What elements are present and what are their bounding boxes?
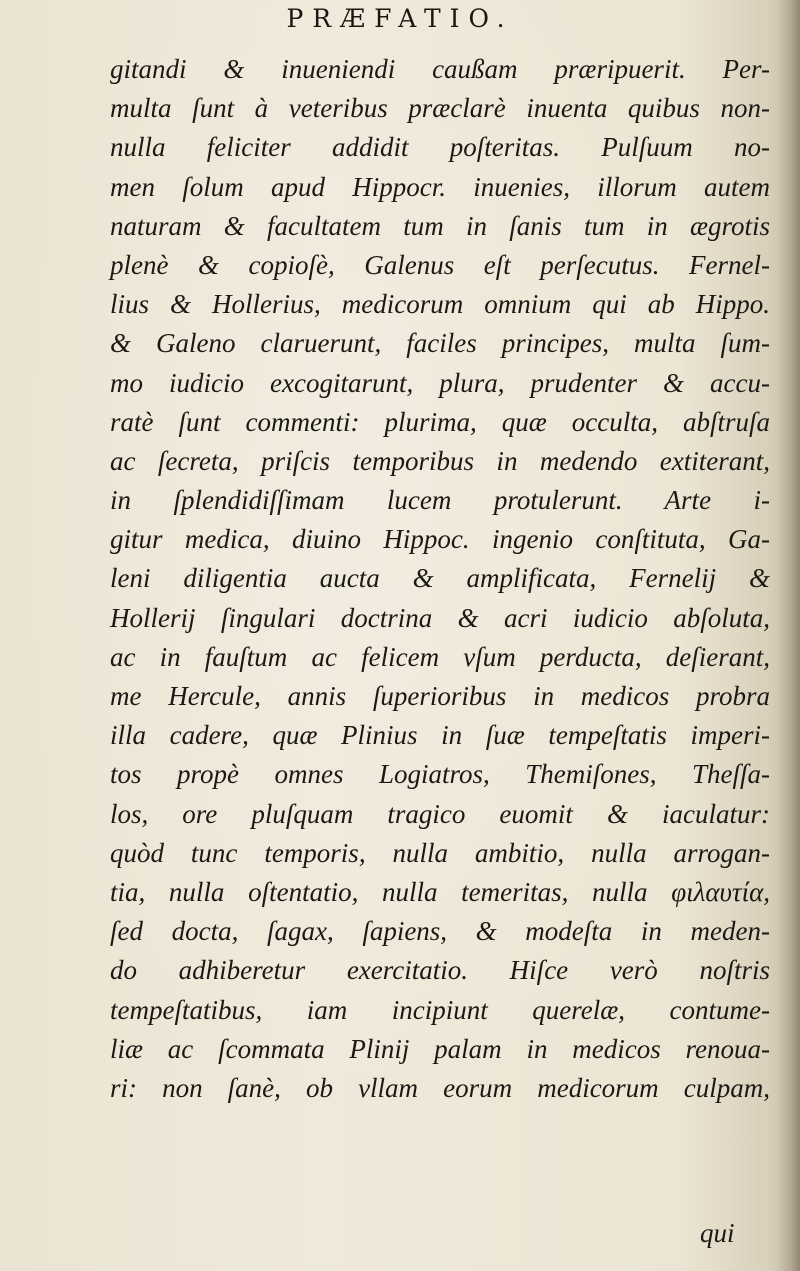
catchword: qui — [700, 1218, 735, 1248]
text-line: men ſolum apud Hippocr. inuenies, illorum autem — [110, 171, 770, 202]
text-line: tempeſtatibus, iam incipiunt querelæ, contume- — [110, 994, 770, 1025]
text-line: do adhiberetur exercitatio. Hiſce verò noſtris — [110, 955, 770, 986]
text-line: ſed docta, ſagax, ſapiens, & modeſta in meden- — [110, 916, 770, 947]
text-line: liæ ac ſcommata Plinij palam in medicos renoua- — [110, 1033, 770, 1064]
text-line: naturam & facultatem tum in ſanis tum in ægrotis — [110, 210, 770, 241]
text-line: plenè & copioſè, Galenus eſt perſecutus. Fernel- — [110, 249, 770, 280]
page-edge-shadow — [778, 0, 800, 1271]
text-line: ac ſecreta, priſcis temporibus in medendo extiterant, — [110, 445, 770, 476]
running-title: PRÆFATIO. — [286, 4, 514, 33]
text-line: nulla feliciter addidit poſteritas. Pulſuum no- — [110, 132, 770, 163]
text-line: gitur medica, diuino Hippoc. ingenio conſtituta, Ga- — [110, 524, 770, 555]
text-line: illa cadere, quæ Plinius in ſuæ tempeſtatis imperi- — [110, 720, 770, 751]
text-line: quòd tunc temporis, nulla ambitio, nulla arrogan- — [110, 837, 770, 868]
text-line: leni diligentia aucta & amplificata, Fernelij & — [110, 563, 770, 594]
text-line: lius & Hollerius, medicorum omnium qui ab Hippo. — [110, 289, 770, 320]
text-line: & Galeno claruerunt, faciles principes, multa ſum- — [110, 328, 770, 359]
text-line: gitandi & inueniendi caußam præripuerit. Per- — [110, 54, 770, 84]
text-line: in ſplendidiſſimam lucem protulerunt. Arte i- — [110, 485, 770, 516]
text-line: tia, nulla oſtentatio, nulla temeritas, nulla φιλαυτία, — [110, 876, 770, 907]
text-line: los, ore pluſquam tragico euomit & iaculatur: — [110, 798, 770, 829]
main-text-block — [110, 50, 770, 1108]
text-line: ratè ſunt commenti: plurima, quæ occulta, abſtruſa — [110, 406, 770, 437]
text-line: Hollerij ſingulari doctrina & acri iudicio abſoluta, — [110, 602, 770, 633]
text-line: ac in fauſtum ac felicem vſum perducta, deſierant, — [110, 641, 770, 672]
text-line: me Hercule, annis ſuperioribus in medicos probra — [110, 681, 770, 711]
text-line: mo iudicio excogitarunt, plura, prudenter & accu- — [110, 367, 770, 398]
text-line: ri: non ſanè, ob vllam eorum medicorum culpam, — [110, 1072, 770, 1103]
text-line: multa ſunt à veteribus præclarè inuenta quibus non- — [110, 93, 770, 124]
text-line: tos propè omnes Logiatros, Themiſones, Theſſa- — [110, 759, 770, 790]
